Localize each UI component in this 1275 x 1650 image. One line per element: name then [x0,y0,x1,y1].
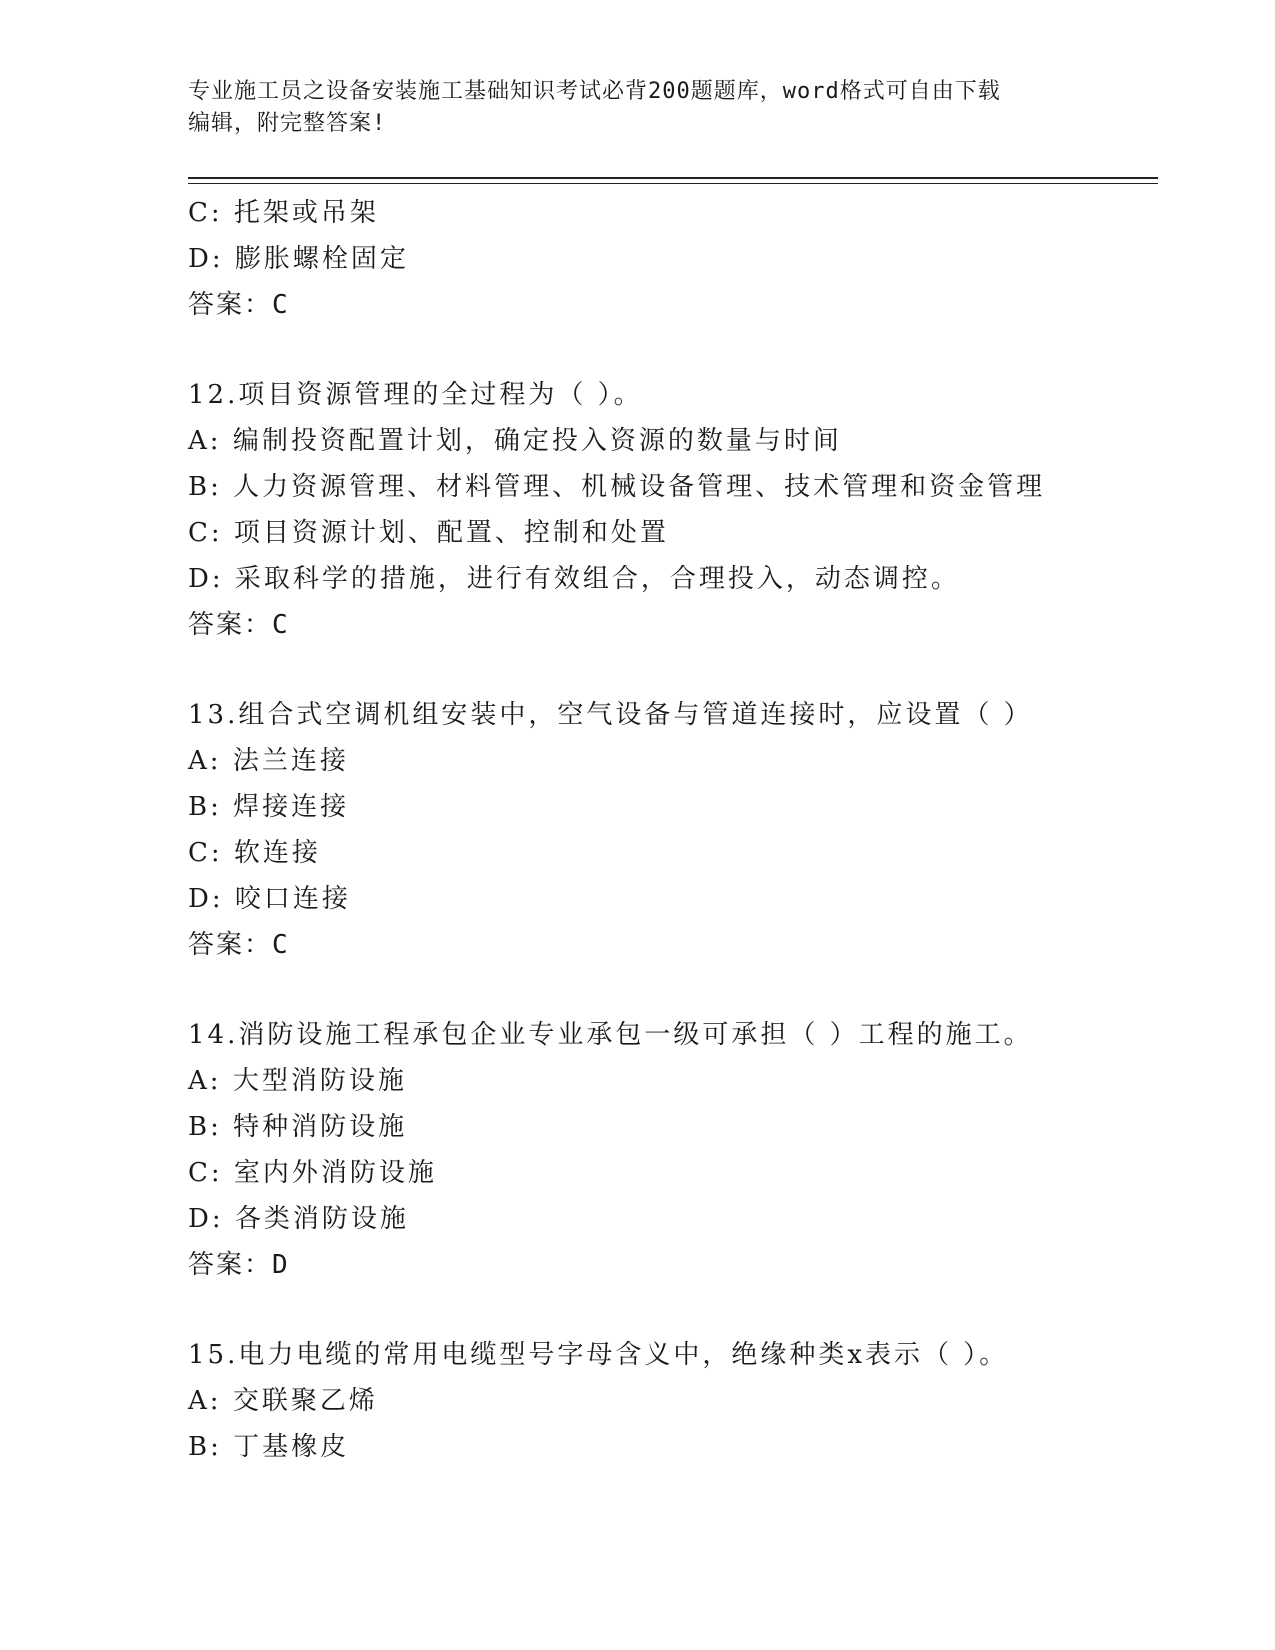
answer-label: 答案： [188,290,273,320]
question-stem [188,1332,1148,1378]
option-a [188,1378,1148,1424]
answer-value: C [272,930,290,960]
option-text: 采取科学的措施，进行有效组合，合理投入，动态调控。 [234,564,960,594]
answer-line [188,922,1148,968]
question-number: 15. [188,1340,239,1370]
answer-label: 答案： [188,930,273,960]
option-c [188,510,1148,556]
answer-line [188,282,1148,328]
question-text: 电力电缆的常用电缆型号字母含义中，绝缘种类x表示（ ）。 [238,1340,1009,1370]
answer-line [188,602,1148,648]
question-text: 项目资源管理的全过程为（ ）。 [238,380,643,410]
answer-value: C [272,290,290,320]
document-header [188,76,1088,140]
answer-label: 答案： [188,610,273,640]
option-text: 焊接连接 [233,792,350,822]
question-stem [188,692,1148,738]
option-key: C: [188,198,223,228]
option-c [188,830,1148,876]
question-number: 14. [188,1020,239,1050]
option-text: 人力资源管理、材料管理、机械设备管理、技术管理和资金管理 [233,472,1046,502]
option-d [188,876,1148,922]
option-key: B: [188,1112,222,1142]
question-text: 消防设施工程承包企业专业承包一级可承担（ ）工程的施工。 [238,1020,1033,1050]
option-b [188,1104,1148,1150]
question-text: 组合式空调机组安装中，空气设备与管道连接时，应设置（ ） [238,700,1033,730]
question-gap [188,1288,1148,1332]
option-key: D: [188,244,224,274]
answer-value: D [272,1250,290,1280]
option-text: 各类消防设施 [234,1204,409,1234]
question-gap [188,328,1148,372]
question-gap [188,968,1148,1012]
option-text: 丁基橡皮 [233,1432,350,1462]
question-number: 13. [188,700,239,730]
option-key: A: [188,1066,222,1096]
option-a [188,738,1148,784]
option-c [188,1150,1148,1196]
question-block-continued [188,190,1148,328]
option-text: 编制投资配置计划，确定投入资源的数量与时间 [232,426,842,456]
option-text: 法兰连接 [232,746,349,776]
option-a [188,1058,1148,1104]
option-key: D: [188,1204,224,1234]
option-key: A: [188,746,222,776]
option-text: 项目资源计划、配置、控制和处置 [233,518,669,548]
option-key: A: [188,426,222,456]
option-text: 咬口连接 [234,884,351,914]
option-key: C: [188,518,223,548]
question-stem [188,372,1148,418]
header-title-line-2: 编辑，附完整答案! [188,111,387,136]
question-block-15 [188,1332,1148,1470]
option-b [188,784,1148,830]
option-b [188,1424,1148,1470]
option-d [188,556,1148,602]
answer-line [188,1242,1148,1288]
option-key: B: [188,792,222,822]
option-text: 特种消防设施 [233,1112,408,1142]
option-text: 膨胀螺栓固定 [234,244,409,274]
header-rule-thick [188,177,1158,179]
question-block-14 [188,1012,1148,1288]
answer-label: 答案： [188,1250,273,1280]
question-block-13 [188,692,1148,968]
answer-value: C [272,610,290,640]
option-key: C: [188,838,223,868]
option-key: B: [188,1432,222,1462]
question-content [188,190,1148,1470]
header-title-line-1: 专业施工员之设备安装施工基础知识考试必背200题题库，word格式可自由下载 [188,79,1001,104]
option-text: 软连接 [233,838,321,868]
option-key: C: [188,1158,223,1188]
question-number: 12. [188,380,239,410]
question-gap [188,648,1148,692]
option-key: B: [188,472,222,502]
option-text: 托架或吊架 [233,198,379,228]
header-rule-thin [188,183,1158,184]
option-d [188,236,1148,282]
option-d [188,1196,1148,1242]
option-text: 室内外消防设施 [233,1158,437,1188]
option-b [188,464,1148,510]
option-a [188,418,1148,464]
option-key: A: [188,1386,222,1416]
option-key: D: [188,564,224,594]
question-stem [188,1012,1148,1058]
option-text: 大型消防设施 [232,1066,407,1096]
option-key: D: [188,884,224,914]
option-text: 交联聚乙烯 [232,1386,378,1416]
question-block-12 [188,372,1148,648]
option-c [188,190,1148,236]
